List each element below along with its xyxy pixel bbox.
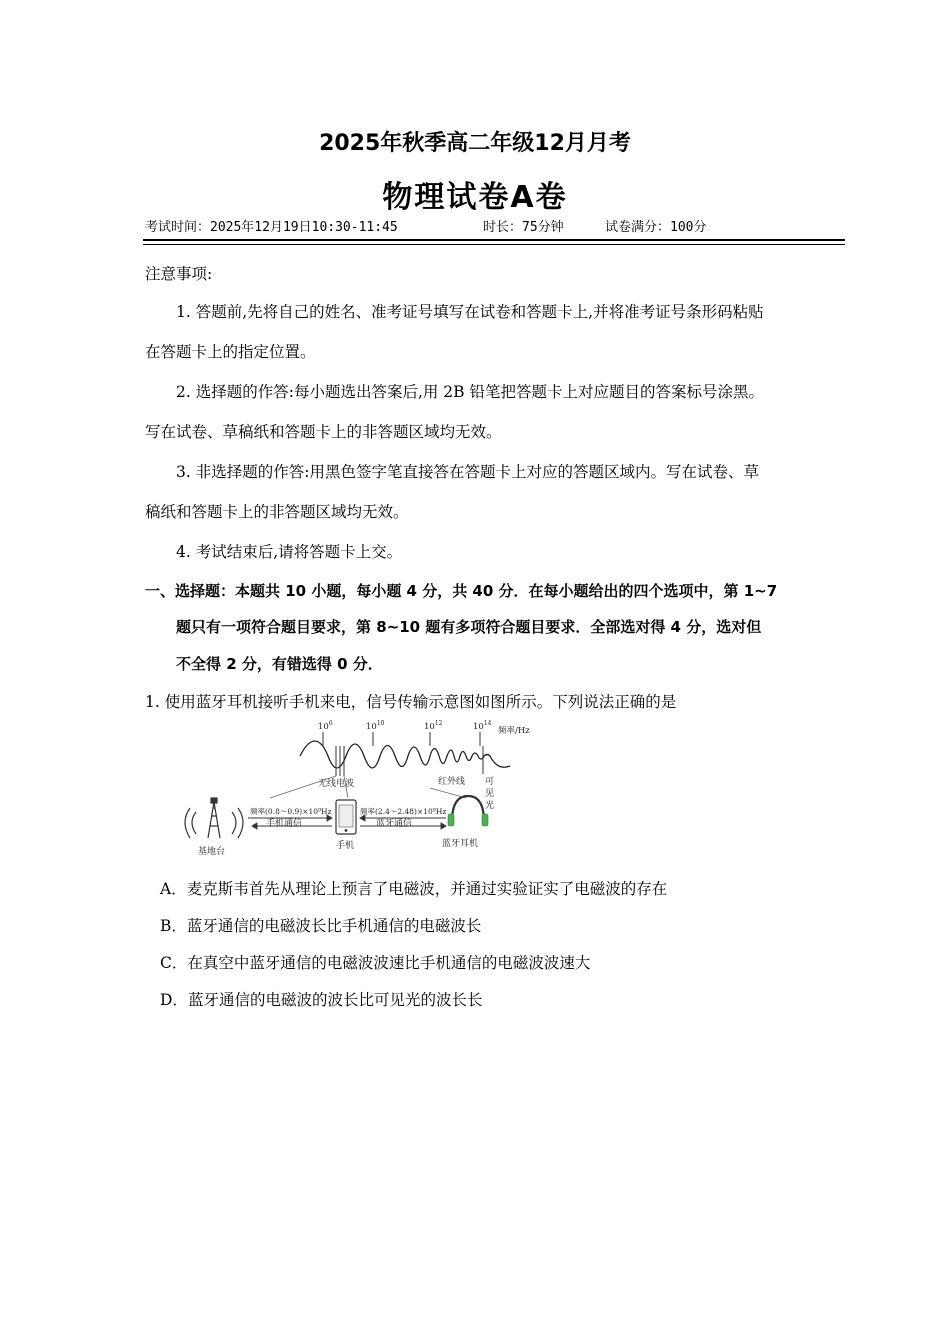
paper-title: 物理试卷A卷	[382, 180, 568, 215]
option-a-letter: A．	[160, 880, 187, 898]
note-2-line2: 写在试卷、草稿纸和答题卡上的非答题区域均无效。	[145, 423, 502, 441]
exam-title: 2025年秋季高二年级12月月考	[319, 131, 631, 156]
notes-heading: 注意事项:	[145, 265, 213, 283]
visible-light-label-2: 见	[485, 789, 495, 799]
note-3-line1: 3. 非选择题的作答:用黑色签字笔直接答在答题卡上对应的答题区域内。写在试卷、草	[176, 463, 759, 481]
section-1-line3: 不全得 2 分，有错选得 0 分．	[176, 655, 383, 673]
headphone-icon	[448, 796, 488, 826]
visible-light-label-1: 可	[485, 777, 495, 787]
header-rule-thin	[143, 244, 845, 245]
infrared-label: 红外线	[438, 777, 466, 787]
exam-time: 考试时间：2025年12月19日10:30-11:45	[145, 220, 398, 235]
option-a-text: 麦克斯韦首先从理论上预言了电磁波，并通过实验证实了电磁波的存在	[186, 880, 668, 898]
option-c	[160, 951, 590, 973]
note-4: 4. 考试结束后,请将答题卡上交。	[176, 543, 403, 561]
option-d-text: 蓝牙通信的电磁波的波长比可见光的波长长	[187, 991, 483, 1009]
option-c-letter: C．	[160, 954, 188, 972]
visible-light-label-3: 光	[485, 801, 495, 811]
question-1-stem: 1. 使用蓝牙耳机接听手机来电，信号传输示意图如图所示。下列说法正确的是	[145, 693, 677, 711]
option-a	[160, 877, 667, 899]
phone-label: 手机	[336, 841, 355, 851]
note-3-line2: 稿纸和答题卡上的非答题区域均无效。	[145, 503, 409, 521]
note-1-line2: 在答题卡上的指定位置。	[145, 343, 316, 361]
left-frequency-label: 频率(0.8～0.9)×10⁹Hz	[250, 807, 332, 816]
section-1-line1: 一、选择题：本题共 10 小题，每小题 4 分，共 40 分．在每小题给出的四个选项中，第 1~7	[145, 582, 778, 600]
base-station-label: 基地台	[198, 847, 226, 857]
option-b-letter: B．	[160, 917, 187, 935]
full-score: 试卷满分：100分	[605, 220, 707, 235]
section-1-line2: 题只有一项符合题目要求，第 8~10 题有多项符合题目要求．全部选对得 4 分，选对但	[176, 618, 762, 636]
right-comm-label: 蓝牙通信	[376, 819, 413, 829]
frequency-axis-label: 频率/Hz	[498, 726, 530, 736]
header-rule-thick	[143, 239, 845, 241]
tick-label-1e10: $10^{10}$	[366, 720, 385, 732]
radio-wave-label: 无线电波	[318, 779, 355, 789]
tick-label-1e14: $10^{14}$	[473, 720, 492, 732]
option-d-letter: D．	[160, 991, 188, 1009]
note-2-line1: 2. 选择题的作答:每小题选出答案后,用 2B 铅笔把答题卡上对应题目的答案标号涂黑。	[176, 383, 764, 401]
option-c-text: 在真空中蓝牙通信的电磁波波速比手机通信的电磁波波速大	[187, 954, 591, 972]
tick-label-1e12: $10^{12}$	[424, 720, 443, 732]
option-b	[160, 914, 481, 936]
right-frequency-label: 频率(2.4～2.48)×10⁹Hz	[360, 807, 447, 816]
connector-right	[430, 788, 466, 798]
signal-transmission-figure	[170, 714, 550, 864]
phone-icon	[336, 800, 356, 834]
option-b-text: 蓝牙通信的电磁波长比手机通信的电磁波长	[186, 917, 482, 935]
note-1-line1: 1. 答题前,先将自己的姓名、准考证号填写在试卷和答题卡上,并将准考证号条形码粘贴	[176, 303, 764, 321]
exam-duration: 时长：75分钟	[483, 220, 564, 235]
em-spectrum-wave	[300, 741, 510, 768]
tick-label-1e6: $10^6$	[318, 720, 333, 732]
base-station-icon	[185, 798, 243, 838]
earphone-label: 蓝牙耳机	[442, 839, 479, 849]
left-comm-label: 手机通信	[266, 819, 303, 829]
option-d	[160, 988, 482, 1010]
